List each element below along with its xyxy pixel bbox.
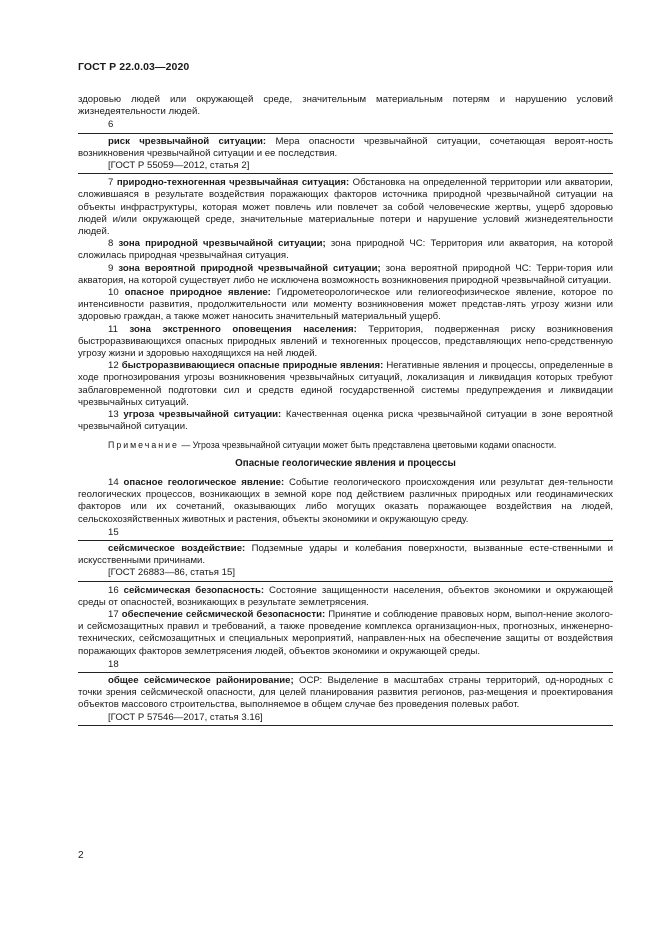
item-17-text: Принятие и соблюдение правовых норм, выпол-нение эколого- и сейсмозащитных правил и требований, а также проведение комплекса организацион-ных, прогнозных, инженерно-технических, сейсмозащитных и специальных мероприятий, направлен-ных на обеспечение защиты от воздействия поражающих факторов землетрясения людей, объектов экономики и окружающей среды. (78, 608, 613, 657)
item-10-number: 10 (108, 287, 125, 299)
item-9-term: зона вероятной природной чрезвычайной ситуации; (118, 262, 381, 274)
item-6-definition (78, 136, 613, 160)
item-18-number: 18 (108, 658, 119, 670)
note-paragraph (78, 439, 613, 451)
item-15-box (78, 540, 613, 582)
item-18-reference: [ГОСТ Р 57546—2017, статья 3.16] (108, 711, 263, 723)
item-12-term: быстроразвивающиеся опасные природные явления: (121, 360, 384, 372)
item-8-number: 8 (108, 238, 119, 250)
item-11-term: зона экстренного оповещения населения: (129, 323, 357, 335)
item-7-text: Обстановка на определенной территории или акватории, сложившаяся в результате воздействия поражающих факторов источника природной чрезвычайной ситуации на объекты инфраструктуры, которая может повлечь или повлечет за собой человеческие жертвы, ущерб здоровью людей и/или окружающей среде, значительные материальные потери и нарушение условий жизнедеятельности людей. (78, 177, 613, 238)
item-15-definition (78, 543, 613, 567)
item-18-box (78, 672, 613, 726)
document-header: ГОСТ Р 22.0.03—2020 (78, 61, 190, 73)
item-17-number: 17 (108, 608, 122, 620)
item-11 (78, 324, 613, 361)
item-10 (78, 287, 613, 324)
item-6-number: 6 (108, 119, 114, 131)
item-7 (78, 177, 613, 238)
note-dash: — (178, 440, 193, 451)
item-16-term: сейсмическая безопасность: (123, 584, 265, 596)
item-6-reference: [ГОСТ Р 55059—2012, статья 2] (108, 160, 250, 172)
item-11-number: 11 (108, 323, 130, 335)
item-13-text: Качественная оценка риска чрезвычайной ситуации в зоне вероятной чрезвычайной ситуации. (78, 409, 613, 433)
item-8-term: зона природной чрезвычайной ситуации; (118, 238, 326, 250)
item-13-term: угроза чрезвычайной ситуации: (123, 409, 282, 421)
item-6-text: Мера опасности чрезвычайной ситуации, сочетающая вероят-ность возникновения чрезвычайной ситуации и ее последствия. (78, 135, 613, 159)
note-text: Угроза чрезвычайной ситуации может быть представлена цветовыми кодами опасности. (192, 440, 557, 451)
item-14-term: опасное геологическое явление: (123, 476, 285, 488)
item-17-term: обеспечение сейсмической безопасности: (121, 608, 326, 620)
item-18-text: ОСР: Выделение в масштабах страны территорий, од-нородных с точки зрения сейсмической опасности, для целей планирования развития регионов, раз-мещения и проектирования объектов массового строительства, выполняемое в общем случае без проведения полевых работ. (78, 674, 614, 711)
item-6-box (78, 133, 613, 175)
item-18-definition (78, 675, 613, 712)
item-12-number: 12 (108, 360, 122, 372)
item-15-number: 15 (108, 526, 119, 538)
item-9 (78, 263, 613, 287)
item-14-number: 14 (108, 476, 124, 488)
item-17 (78, 609, 613, 658)
page-number: 2 (78, 850, 84, 861)
item-15-term: сейсмическое воздействие: (108, 542, 246, 554)
item-10-text: Гидрометеорологическое или гелиогеофизическое явление, которое по интенсивности развития, продолжительности или моменту возникновения может представ-лять угрозу жизни или здоровью граждан, а также может наносить значительный материальный ущерб. (78, 287, 613, 323)
item-15-text: Подземные удары и колебания поверхности, вызванные есте-ственными и искусственными причинами. (78, 542, 613, 567)
note-label: Примечание (108, 440, 179, 451)
item-16-text: Состояние защищенности населения, объектов экономики и окружающей среды от опасностей, возникающих в результате землетрясения. (78, 584, 613, 608)
item-13-number: 13 (108, 409, 124, 421)
item-7-number: 7 (108, 177, 117, 189)
item-12-text: Негативные явления и процессы, определенные в ходе прогнозирования угрозы возникновения чрезвычайных ситуаций, локализация и ликвидация которых требуют заблаговременной подготовки сил и средств единой государственной системы предупреждения и ликвидации чрезвычайных ситуаций. (78, 360, 613, 408)
item-9-number: 9 (108, 262, 119, 274)
item-6-term: риск чрезвычайной ситуации: (108, 135, 267, 147)
item-16-number: 16 (108, 584, 124, 596)
intro-paragraph: здоровью людей или окружающей среде, значительным материальным потерям и нарушению условий жизнедеятельности людей. (78, 94, 613, 118)
item-13 (78, 409, 613, 433)
item-14-text: Событие геологического происхождения или результат дея-тельности геологических процессов, возникающих в земной коре под действием различных природных или геодинамических факторов или их сочетаний, оказывающих либо могущих оказать поражающее воздействия на людей, сельскохозяйственных животных и растения, объекты экономики и окружающую среду. (78, 476, 613, 525)
item-18-term: общее сейсмическое районирование; (108, 674, 294, 686)
item-10-term: опасное природное явление: (124, 287, 271, 299)
item-9-text: зона вероятной природной ЧС: Терри-тория или акватория, на которой существует либо не исключена возможность возникновения природной чрезвычайной ситуации. (78, 262, 613, 286)
item-8 (78, 238, 613, 262)
item-8-text: зона природной ЧС: Территория или акватория, на которой сложилась природная чрезвычайная ситуация. (78, 238, 613, 262)
item-11-text: Территория, подверженная риску возникновения быстроразвивающихся опасных природных явлений и техногенных процессов, представляющих непо-средственную угрозу жизни и здоровью находящихся на ней людей. (78, 323, 614, 360)
item-16 (78, 585, 613, 609)
item-7-term: природно-техногенная чрезвычайная ситуация: (116, 177, 350, 189)
item-15-reference: [ГОСТ 26883—86, статья 15] (108, 567, 235, 579)
document-body (78, 94, 613, 729)
section-title: Опасные геологические явления и процессы (235, 457, 456, 469)
item-12 (78, 360, 613, 409)
item-14 (78, 477, 613, 526)
